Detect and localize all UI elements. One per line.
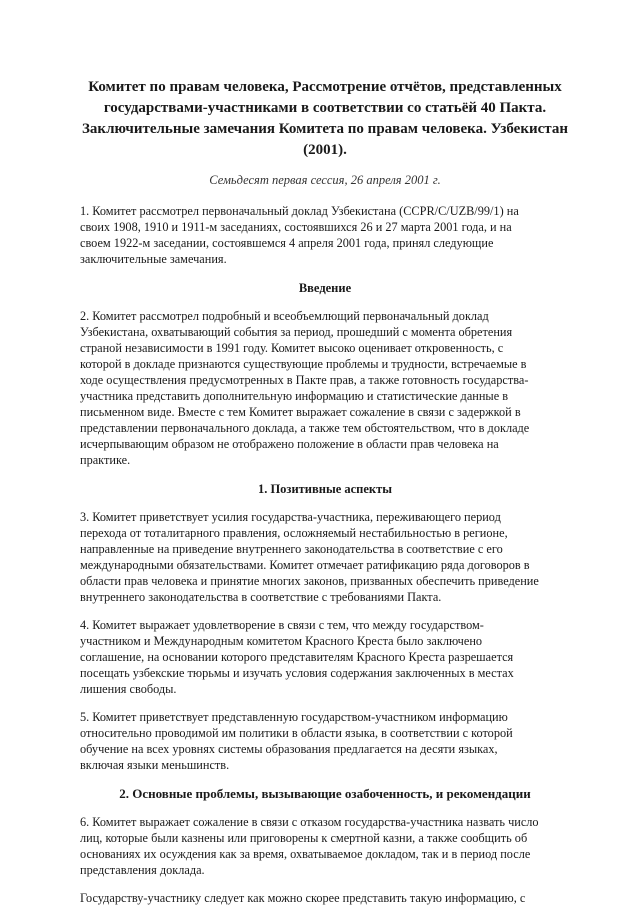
text-line: представлении первоначального доклада, а также тем обстоятельством, что в докладе	[80, 421, 530, 435]
text-line: включая языки меньшинств.	[80, 758, 230, 772]
text-line: страной независимости в 1991 году. Комитет высоко оценивает откровенность, с	[80, 341, 504, 355]
text-line: 1. Комитет рассмотрел первоначальный доклад Узбекистана (CCPR/C/UZB/99/1) на	[80, 204, 519, 218]
text-line: письменном виде. Вместе с тем Комитет выражает сожаление в связи с задержкой в	[80, 405, 521, 419]
text-line: исчерпывающим образом не отображено положение в области прав человека на	[80, 437, 499, 451]
text-line: международными обязательствами. Комитет отмечает ратификацию ряда договоров в	[80, 558, 530, 572]
session-subtitle: Семьдесят первая сессия, 26 апреля 2001 г.	[209, 173, 441, 187]
text-line: представления доклада.	[80, 863, 205, 877]
paragraph-2	[80, 308, 570, 468]
text-line: практике.	[80, 453, 131, 467]
text-line: Узбекистана, охватывающий события за период, прошедший с момента обретения	[80, 325, 513, 339]
text-line: основаниях их осуждения как за время, охватываемое докладом, так и в период после	[80, 847, 531, 861]
text-line: заключительные замечания.	[80, 252, 227, 266]
heading-concerns: 2. Основные проблемы, вызывающие озабоченность, и рекомендации	[119, 786, 531, 801]
text-line: 2. Комитет рассмотрел подробный и всеобъемлющий первоначальный доклад	[80, 309, 489, 323]
text-line: перехода от тоталитарного правления, осложняемый нестабильностью в регионе,	[80, 526, 508, 540]
text-line: ходе осуществления предусмотренных в Пакте прав, а также готовность государства-	[80, 373, 529, 387]
text-line: своем 1922-м заседании, состоявшемся 4 апреля 2001 года, принял следующие	[80, 236, 494, 250]
text-line: которой в докладе признаются существующие проблемы и трудности, встречаемые в	[80, 357, 527, 371]
heading-positive-aspects: 1. Позитивные аспекты	[257, 482, 393, 496]
text-line: участника представить дополнительную информацию и статистические данные в	[80, 389, 509, 403]
heading-introduction: Введение	[298, 281, 352, 295]
text-line: обучение на всех уровнях системы образования предлагается на десяти языках,	[80, 742, 498, 756]
paragraph-1	[80, 203, 570, 267]
document-title	[80, 77, 570, 161]
text-line: лиц, которые были казнены или приговорены к смертной казни, а также сообщить об	[80, 831, 528, 845]
text-line: (2001).	[303, 142, 347, 158]
document-page	[80, 77, 570, 906]
paragraph-7	[80, 890, 570, 906]
text-line: Комитет по правам человека, Рассмотрение отчётов, представленных	[88, 79, 562, 95]
text-line: 5. Комитет приветствует представленную государством-участником информацию	[80, 710, 508, 724]
text-line: внутреннего законодательства в соответствие с требованиями Пакта.	[80, 590, 442, 604]
text-line: лишения свободы.	[80, 682, 177, 696]
text-line: относительно проводимой им политики в области языка, в соответствии с которой	[80, 726, 513, 740]
text-line: государствами-участниками в соответствии со статьёй 40 Пакта.	[103, 100, 547, 116]
text-line: своих 1908, 1910 и 1911-м заседаниях, состоявшихся 26 и 27 марта 2001 года, и на	[80, 220, 512, 234]
text-line: 6. Комитет выражает сожаление в связи с отказом государства-участника назвать число	[80, 815, 539, 829]
text-line: Государству-участнику следует как можно скорее представить такую информацию, с	[80, 891, 526, 905]
paragraph-4	[80, 617, 570, 697]
text-line: 4. Комитет выражает удовлетворение в связи с тем, что между государством-	[80, 618, 484, 632]
text-line: 3. Комитет приветствует усилия государства-участника, переживающего период	[80, 510, 501, 524]
paragraph-3	[80, 509, 570, 605]
text-line: направленные на приведение внутреннего законодательства в соответствие с его	[80, 542, 503, 556]
text-line: соглашение, на основании которого представителям Красного Креста разрешается	[80, 650, 514, 664]
paragraph-6	[80, 814, 570, 878]
paragraph-5	[80, 709, 570, 773]
text-line: области прав человека и принятие многих законов, призванных обеспечить приведение	[80, 574, 539, 588]
text-line: посещать узбекские тюрьмы и изучать условия содержания заключенных в местах	[80, 666, 514, 680]
text-line: Заключительные замечания Комитета по правам человека. Узбекистан	[82, 121, 568, 137]
text-line: участником и Международным комитетом Красного Креста было заключено	[80, 634, 483, 648]
